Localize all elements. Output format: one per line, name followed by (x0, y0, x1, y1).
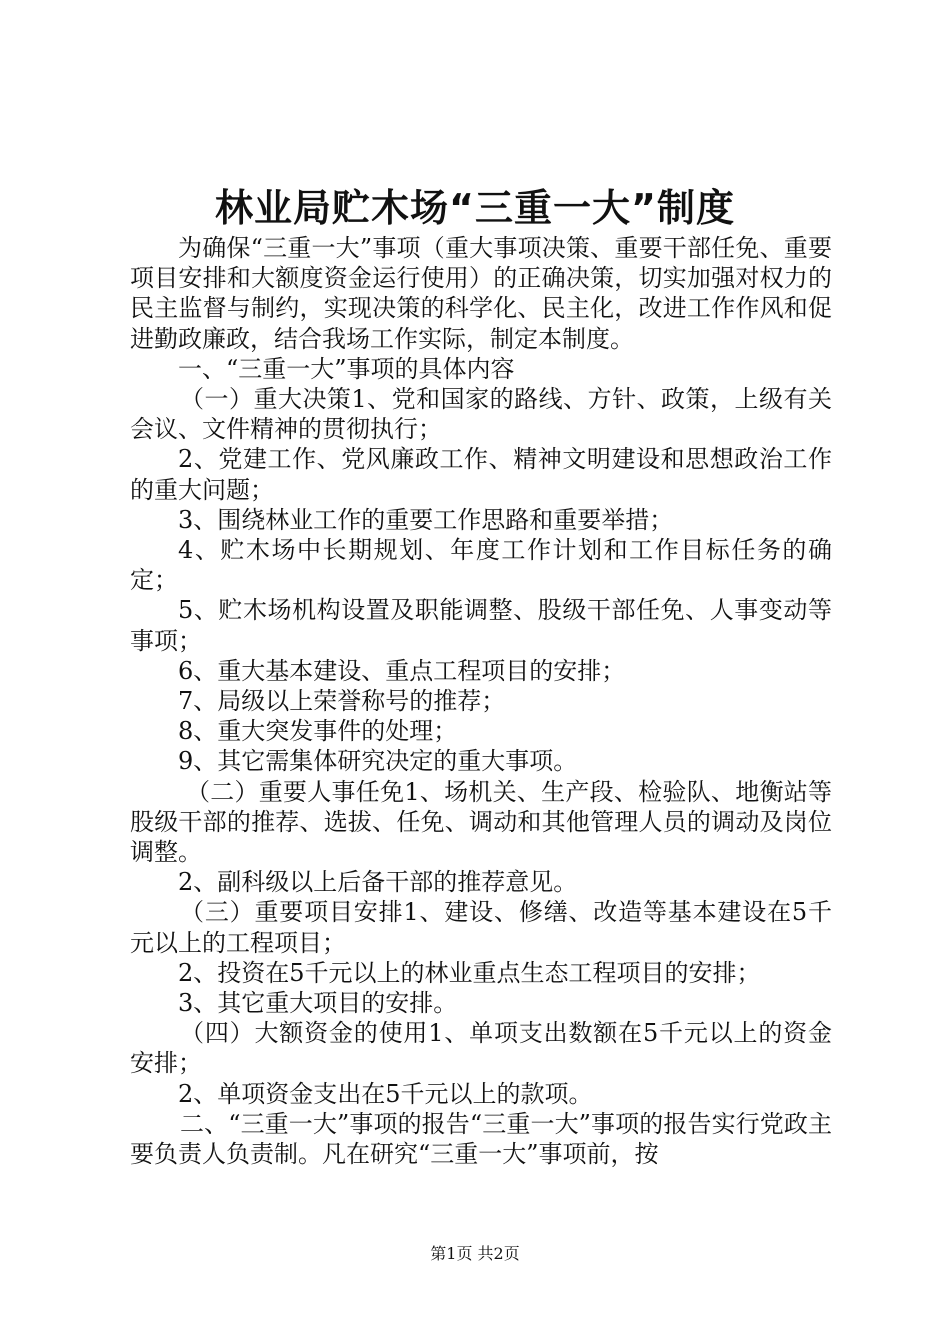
section-heading-2: 二、“三重一大”事项的报告“三重一大”事项的报告实行党政主要负责人负责制。凡在研究“三重一大”事项前，按 (130, 1109, 832, 1169)
list-item: 2、党建工作、党风廉政工作、精神文明建设和思想政治工作的重大问题； (130, 445, 832, 504)
list-item: 2、投资在5千元以上的林业重点生态工程项目的安排； (178, 958, 761, 987)
list-item: 9、其它需集体研究决定的重大事项。 (178, 747, 578, 776)
list-item: 7、局级以上荣誉称号的推荐； (178, 687, 506, 716)
subsection-projects: （三）重要项目安排1、建设、修缮、改造等基本建设在5千元以上的工程项目； (130, 898, 832, 957)
section-heading-1: 一、“三重一大”事项的具体内容 (178, 354, 515, 383)
list-item: 2、单项资金支出在5千元以上的款项。 (178, 1079, 593, 1108)
list-item: 3、围绕林业工作的重要工作思路和重要举措； (178, 505, 674, 534)
page-number: 第1页 共2页 (430, 1244, 520, 1263)
list-item: 3、其它重大项目的安排。 (178, 989, 458, 1018)
subsection-funds: （四）大额资金的使用1、单项支出数额在5千元以上的资金安排； (130, 1019, 832, 1078)
list-item: 6、重大基本建设、重点工程项目的安排； (178, 656, 626, 685)
list-item: 5、贮木场机构设置及职能调整、股级干部任免、人事变动等事项； (130, 596, 832, 655)
list-item: 8、重大突发事件的处理； (178, 717, 458, 746)
subsection-major-decisions: （一）重大决策1、党和国家的路线、方针、政策，上级有关会议、文件精神的贯彻执行； (130, 385, 832, 444)
intro-paragraph: 为确保“三重一大”事项（重大事项决策、重要干部任免、重要项目安排和大额度资金运行使用）的正确决策，切实加强对权力的民主监督与制约，实现决策的科学化、民主化，改进工作作风和促进勤政廉政，结合我场工作实际，制定本制度。 (130, 234, 832, 353)
list-item: 2、副科级以上后备干部的推荐意见。 (178, 868, 578, 897)
list-item: 4、贮木场中长期规划、年度工作计划和工作目标任务的确定； (130, 536, 832, 595)
document-title: 林业局贮木场“三重一大”制度 (215, 186, 735, 230)
document-body (130, 233, 832, 1169)
subsection-personnel: （二）重要人事任免1、场机关、生产段、检验队、地衡站等股级干部的推荐、选拔、任免、调动和其他管理人员的调动及岗位调整。 (130, 777, 832, 867)
